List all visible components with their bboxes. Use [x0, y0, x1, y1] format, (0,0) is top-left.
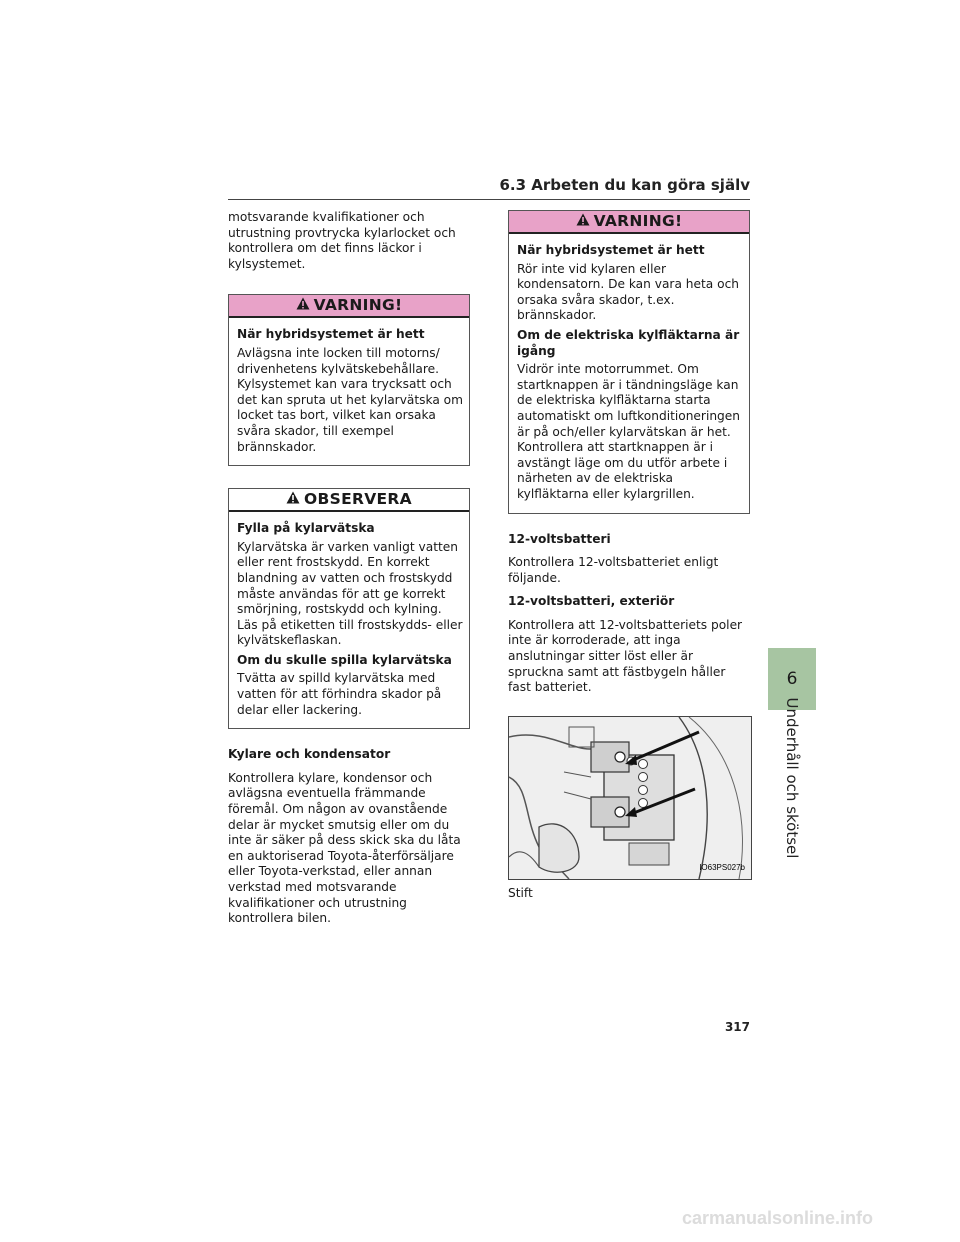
notice-title: OBSERVERA	[304, 489, 412, 508]
warning-text: Avlägsna inte locken till motorns/ drivenhetens kylvätskebehållare. Kylsystemet kan vara trycksatt och det kan spruta ut het kylarvätska om locket tas bort, vilket kan orsaka svåra skador, till exempel brännskador.	[237, 345, 464, 454]
page-number: 317	[724, 1020, 750, 1034]
image-caption: Stift	[508, 885, 533, 900]
warning-subheading: När hybridsystemet är hett	[237, 327, 425, 342]
battery-illustration	[508, 716, 752, 880]
notice-title-bar	[229, 489, 469, 512]
notice-text-2: Tvätta av spilld kylarvätska med vatten för att förhindra skador på delar eller lackering.	[237, 671, 442, 717]
warning-title-bar	[229, 295, 469, 318]
exterior-text: Kontrollera att 12-voltsbatteriets poler inte är korroderade, att inga anslutningar sitter löst eller är spruckna samt att fästbygeln håller fast batteriet.	[508, 617, 743, 695]
chapter-tab: 6	[768, 648, 816, 710]
warning2-subheading-2: Om de elektriska kylfläktarna är igång	[517, 327, 740, 358]
warning2-subheading-1: När hybridsystemet är hett	[517, 243, 705, 257]
warning-title-2: VARNING!	[593, 211, 683, 230]
intro-text: motsvarande kvalifikationer och utrustning provtrycka kylarlocket och kontrollera om det finns läckor i kylsystemet.	[228, 210, 456, 271]
exterior-heading: 12-voltsbatteri, exteriör	[508, 594, 675, 609]
radiator-text: Kontrollera kylare, kondensor och avlägsna eventuella främmande föremål. Om någon av ovanstående delar är mycket smutsig eller om du inte är säker på dess skick ska du låta en auktoriserad Toyota-återförsäljare eller Toyota-verkstad, eller annan verkstad med motsvarande kvalifikationer och utrustning kontrollera bilen.	[228, 770, 461, 926]
notice-subheading-1: Fylla på kylarvätska	[237, 521, 375, 536]
notice-box	[228, 488, 470, 729]
warning-title-bar-2	[509, 211, 749, 234]
header-rule	[228, 199, 750, 200]
watermark-logo: carmanualsonline.info	[682, 1208, 874, 1228]
image-code: IO63PS027b	[699, 863, 745, 873]
warning-box	[228, 294, 470, 466]
warning2-text-1: Rör inte vid kylaren eller kondensatorn. De kan vara heta och orsaka svåra skador, t.ex. brännskador.	[517, 261, 740, 323]
notice-text-1: Kylarvätska är varken vanligt vatten eller rent frostskydd. En korrekt blandning av vatten och frostskydd måste användas för att ge korrekt smörjning, rostskydd och kylning. Läs på etiketten till frostskydds- eller kylvätskeflaskan.	[237, 539, 463, 648]
chapter-title: Underhåll och skötsel	[783, 697, 801, 859]
battery-drawing	[509, 717, 751, 879]
radiator-heading: Kylare och kondensator	[228, 747, 391, 762]
battery-heading: 12-voltsbatteri	[508, 531, 611, 546]
warning-title: VARNING!	[313, 296, 403, 315]
warning-triangle-icon	[576, 213, 590, 231]
notice-subheading-2: Om du skulle spilla kylarvätska	[237, 652, 452, 667]
warning-box-2	[508, 210, 750, 514]
section-header: 6.3 Arbeten du kan göra själv	[499, 176, 750, 194]
warning-triangle-icon	[296, 297, 310, 315]
notice-triangle-icon	[286, 491, 300, 509]
battery-text: Kontrollera 12-voltsbatteriet enligt följande.	[508, 555, 719, 585]
right-column	[508, 210, 750, 909]
warning2-text-2: Vidrör inte motorrummet. Om startknappen är i tändningsläge kan de elektriska kylfläktarna starta automatiskt om luftkonditioneringen är på och/eller kylarvätskan är het. Kontrollera att startknappen är i avstängt läge om du utför arbete i närheten av de elektriska kylfläktarna eller kylargrillen.	[517, 362, 741, 501]
left-column	[228, 210, 470, 935]
